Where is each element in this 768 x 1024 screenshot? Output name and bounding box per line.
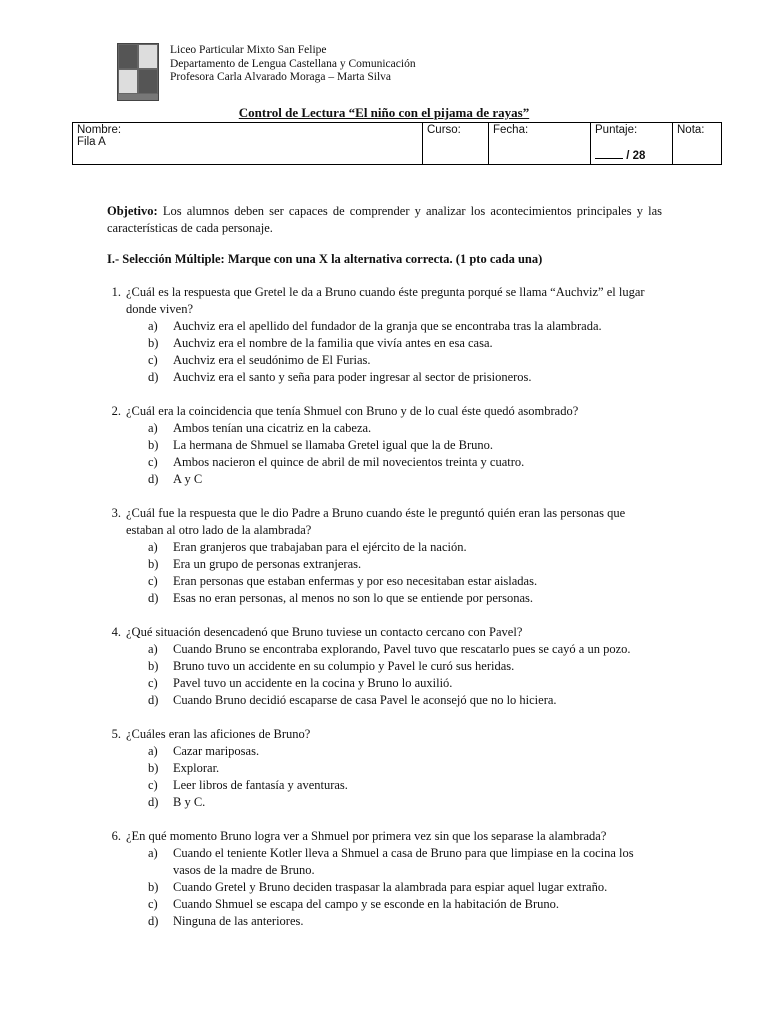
answer-option[interactable] [148, 318, 662, 335]
student-info-table [72, 122, 722, 165]
option-text: Cuando Shmuel se escapa del campo y se esconde en la habitación de Bruno. [173, 897, 559, 911]
option-letter: b) [148, 557, 159, 571]
question-text: ¿Cuál es la respuesta que Gretel le da a Bruno cuando éste pregunta porqué se llama “Auchviz” el lugar donde viven? [126, 285, 645, 316]
option-text: Explorar. [173, 761, 220, 775]
date-label: Fecha: [493, 124, 529, 136]
option-list [126, 539, 662, 607]
answer-option[interactable] [148, 437, 662, 454]
answer-option[interactable] [148, 590, 662, 607]
row-label: Fila A [77, 136, 106, 148]
option-text: Auchviz era el seudónimo de El Furias. [173, 353, 371, 367]
course-label: Curso: [427, 124, 461, 136]
question-number: 3. [111, 506, 121, 520]
option-text: A y C [173, 472, 203, 486]
option-text: Cuando Gretel y Bruno deciden traspasar la alambrada para espiar aquel lugar extraño. [173, 880, 608, 894]
question-item [107, 726, 662, 811]
answer-option[interactable] [148, 658, 662, 675]
answer-option[interactable] [148, 454, 662, 471]
answer-option[interactable] [148, 794, 662, 811]
answer-option[interactable] [148, 896, 662, 913]
question-number: 2. [111, 404, 121, 418]
question-number: 4. [111, 625, 121, 639]
question-text: ¿En qué momento Bruno logra ver a Shmuel por primera vez sin que los separase la alambrada? [126, 829, 607, 843]
option-letter: c) [148, 897, 158, 911]
option-text: Leer libros de fantasía y aventuras. [173, 778, 348, 792]
option-list [126, 318, 662, 386]
teacher-names: Profesora Carla Alvarado Moraga – Marta Silva [170, 71, 391, 83]
question-item [107, 284, 662, 386]
option-list [126, 420, 662, 488]
option-list [126, 845, 662, 930]
question-item [107, 624, 662, 709]
school-header [170, 44, 416, 85]
question-list [107, 284, 662, 930]
answer-option[interactable] [148, 641, 662, 658]
grade-field[interactable] [673, 123, 722, 165]
question-number: 1. [111, 285, 121, 299]
option-letter: a) [148, 744, 158, 758]
option-text: Auchviz era el apellido del fundador de la granja que se encontraba tras la alambrada. [173, 319, 602, 333]
objective-paragraph [107, 203, 662, 237]
grade-label: Nota: [677, 124, 705, 136]
option-letter: b) [148, 659, 159, 673]
option-text: Auchviz era el nombre de la familia que vivía antes en esa casa. [173, 336, 493, 350]
option-letter: d) [148, 370, 159, 384]
option-letter: d) [148, 591, 159, 605]
answer-option[interactable] [148, 335, 662, 352]
answer-option[interactable] [148, 743, 662, 760]
option-text: Ninguna de las anteriores. [173, 914, 304, 928]
section-title: I.- Selección Múltiple: Marque con una X la alternativa correcta. (1 pto cada una) [107, 252, 543, 266]
answer-option[interactable] [148, 369, 662, 386]
option-letter: a) [148, 846, 158, 860]
option-letter: c) [148, 455, 158, 469]
question-text: ¿Qué situación desencadenó que Bruno tuviese un contacto cercano con Pavel? [126, 625, 523, 639]
option-text: Eran granjeros que trabajaban para el ejército de la nación. [173, 540, 467, 554]
question-text: ¿Cuál era la coincidencia que tenía Shmuel con Bruno y de lo cual éste quedó asombrado? [126, 404, 579, 418]
answer-option[interactable] [148, 420, 662, 437]
option-text: Cuando Bruno se encontraba explorando, Pavel tuvo que rescatarlo pues se cayó a un pozo. [173, 642, 631, 656]
answer-option[interactable] [148, 675, 662, 692]
option-letter: b) [148, 336, 159, 350]
answer-option[interactable] [148, 760, 662, 777]
answer-option[interactable] [148, 879, 662, 896]
option-letter: d) [148, 693, 159, 707]
objective-text: Los alumnos deben ser capaces de comprender y analizar los acontecimientos principales y las características de cada personaje. [107, 204, 662, 235]
option-text: Cazar mariposas. [173, 744, 260, 758]
answer-option[interactable] [148, 913, 662, 930]
option-letter: d) [148, 914, 159, 928]
exam-content [107, 203, 662, 947]
name-field[interactable] [73, 123, 423, 165]
option-letter: c) [148, 676, 158, 690]
page-title: Control de Lectura “El niño con el pijama de rayas” [238, 105, 530, 120]
option-text: Era un grupo de personas extranjeras. [173, 557, 362, 571]
date-field[interactable] [489, 123, 591, 165]
question-number: 6. [111, 829, 121, 843]
answer-option[interactable] [148, 845, 662, 879]
score-total: / 28 [626, 150, 646, 162]
score-label: Puntaje: [595, 124, 638, 136]
option-text: La hermana de Shmuel se llamaba Gretel igual que la de Bruno. [173, 438, 494, 452]
answer-option[interactable] [148, 471, 662, 488]
answer-option[interactable] [148, 539, 662, 556]
question-text: ¿Cuáles eran las aficiones de Bruno? [126, 727, 311, 741]
question-number: 5. [111, 727, 121, 741]
question-item [107, 828, 662, 930]
option-text: Cuando el teniente Kotler lleva a Shmuel a casa de Bruno para que limpiase en la cocina los vasos de la madre de Bruno. [173, 846, 634, 877]
course-field[interactable] [423, 123, 489, 165]
option-letter: b) [148, 880, 159, 894]
option-letter: d) [148, 472, 159, 486]
answer-option[interactable] [148, 352, 662, 369]
option-text: Bruno tuvo un accidente en su columpio y Pavel le curó sus heridas. [173, 659, 515, 673]
option-text: Esas no eran personas, al menos no son lo que se entiende por personas. [173, 591, 533, 605]
option-letter: b) [148, 761, 159, 775]
question-item [107, 403, 662, 488]
department-name: Departamento de Lengua Castellana y Comunicación [170, 57, 416, 70]
option-list [126, 743, 662, 811]
option-letter: a) [148, 319, 158, 333]
option-text: Cuando Bruno decidió escaparse de casa Pavel le aconsejó que no lo hiciera. [173, 693, 557, 707]
option-letter: a) [148, 421, 158, 435]
option-letter: c) [148, 353, 158, 367]
school-logo [117, 43, 159, 101]
option-text: Auchviz era el santo y seña para poder ingresar al sector de prisioneros. [173, 370, 532, 384]
option-text: Ambos tenían una cicatriz en la cabeza. [173, 421, 372, 435]
question-item [107, 505, 662, 607]
option-letter: d) [148, 795, 159, 809]
objective-label: Objetivo: [107, 204, 158, 218]
option-letter: a) [148, 540, 158, 554]
option-letter: c) [148, 574, 158, 588]
question-text: ¿Cuál fue la respuesta que le dio Padre a Bruno cuando éste le preguntó quién eran las personas que estaban al otro lado de la alambrada? [126, 506, 626, 537]
option-text: Pavel tuvo un accidente en la cocina y Bruno lo auxilió. [173, 676, 453, 690]
option-letter: c) [148, 778, 158, 792]
option-letter: a) [148, 642, 158, 656]
option-text: Ambos nacieron el quince de abril de mil novecientos treinta y cuatro. [173, 455, 525, 469]
name-label: Nombre: [77, 124, 122, 136]
answer-option[interactable] [148, 692, 662, 709]
answer-option[interactable] [148, 777, 662, 794]
option-list [126, 641, 662, 709]
answer-option[interactable] [148, 573, 662, 590]
option-text: B y C. [173, 795, 206, 809]
option-text: Eran personas que estaban enfermas y por eso necesitaban estar aisladas. [173, 574, 538, 588]
school-name: Liceo Particular Mixto San Felipe [170, 44, 327, 56]
answer-option[interactable] [148, 556, 662, 573]
option-letter: b) [148, 438, 159, 452]
score-field[interactable] [591, 123, 673, 165]
